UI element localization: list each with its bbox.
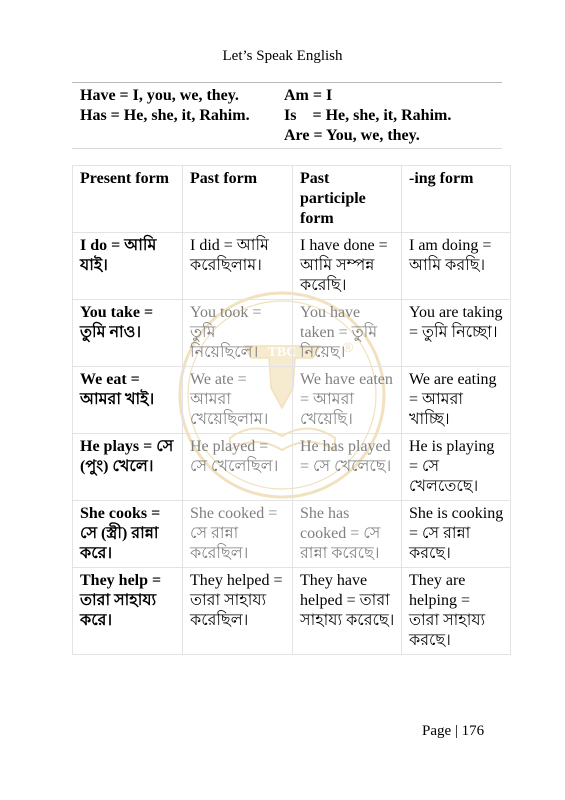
table-cell: You take = তুমি নাও।	[73, 300, 183, 367]
table-cell: You took = তুমি নিয়েছিলে।	[183, 300, 293, 367]
page-number: Page | 176	[422, 723, 485, 739]
table-row	[73, 501, 511, 568]
table-cell: You have taken = তুমি নিয়েছ।	[293, 300, 402, 367]
table-cell: I am doing = আমি করছি।	[402, 233, 511, 300]
table-cell: We have eaten = আমরা খেয়েছি।	[293, 367, 402, 434]
auxiliary-verb-rules	[80, 86, 500, 146]
table-row	[73, 233, 511, 300]
table-cell: He plays = সে (পুং) খেলে।	[73, 434, 183, 501]
table-cell: We eat = আমরা খাই।	[73, 367, 183, 434]
header-past-form: Past form	[183, 166, 293, 233]
have-has-rules	[80, 86, 284, 146]
table-cell: She cooked = সে রান্না করেছিল।	[183, 501, 293, 568]
table-cell: You are taking = তুমি নিচ্ছো।	[402, 300, 511, 367]
aux-divider	[72, 148, 502, 149]
header-past-participle-form: Past participle form	[293, 166, 402, 233]
header-present-form: Present form	[73, 166, 183, 233]
verb-forms-table	[72, 165, 511, 655]
table-row	[73, 568, 511, 655]
table-cell: She has cooked = সে রান্না করেছে।	[293, 501, 402, 568]
table-header-row	[73, 166, 511, 233]
is-rule: Is = He, she, it, Rahim.	[284, 107, 452, 124]
table-cell: They have helped = তারা সাহায্য করেছে।	[293, 568, 402, 655]
table-row	[73, 367, 511, 434]
table-cell: We ate = আমরা খেয়েছিলাম।	[183, 367, 293, 434]
has-rule: Has = He, she, it, Rahim.	[80, 107, 250, 124]
am-rule: Am = I	[284, 87, 333, 104]
am-is-are-rules	[284, 86, 500, 146]
table-cell: I do = আমি যাই।	[73, 233, 183, 300]
table-cell: She cooks = সে (স্ত্রী) রান্না করে।	[73, 501, 183, 568]
table-cell: She is cooking = সে রান্না করছে।	[402, 501, 511, 568]
table-row	[73, 434, 511, 501]
table-cell: He has played = সে খেলেছে।	[293, 434, 402, 501]
table-cell: He played = সে খেলেছিল।	[183, 434, 293, 501]
header-divider	[72, 82, 502, 83]
registered-mark: ®	[343, 339, 354, 355]
table-cell: I have done = আমি সম্পন্ন করেছি।	[293, 233, 402, 300]
table-cell: We are eating = আমরা খাচ্ছি।	[402, 367, 511, 434]
table-cell: I did = আমি করেছিলাম।	[183, 233, 293, 300]
are-rule: Are = You, we, they.	[284, 127, 420, 144]
watermark-logo-text: TBC	[267, 345, 297, 360]
table-cell: He is playing = সে খেলতেছে।	[402, 434, 511, 501]
header-ing-form: -ing form	[402, 166, 511, 233]
table-cell: They are helping = তারা সাহায্য করছে।	[402, 568, 511, 655]
table-row	[73, 300, 511, 367]
table-cell: They helped = তারা সাহায্য করেছিল।	[183, 568, 293, 655]
table-cell: They help = তারা সাহায্য করে।	[73, 568, 183, 655]
have-rule: Have = I, you, we, they.	[80, 87, 239, 104]
page-header-title: Let’s Speak English	[222, 48, 343, 64]
